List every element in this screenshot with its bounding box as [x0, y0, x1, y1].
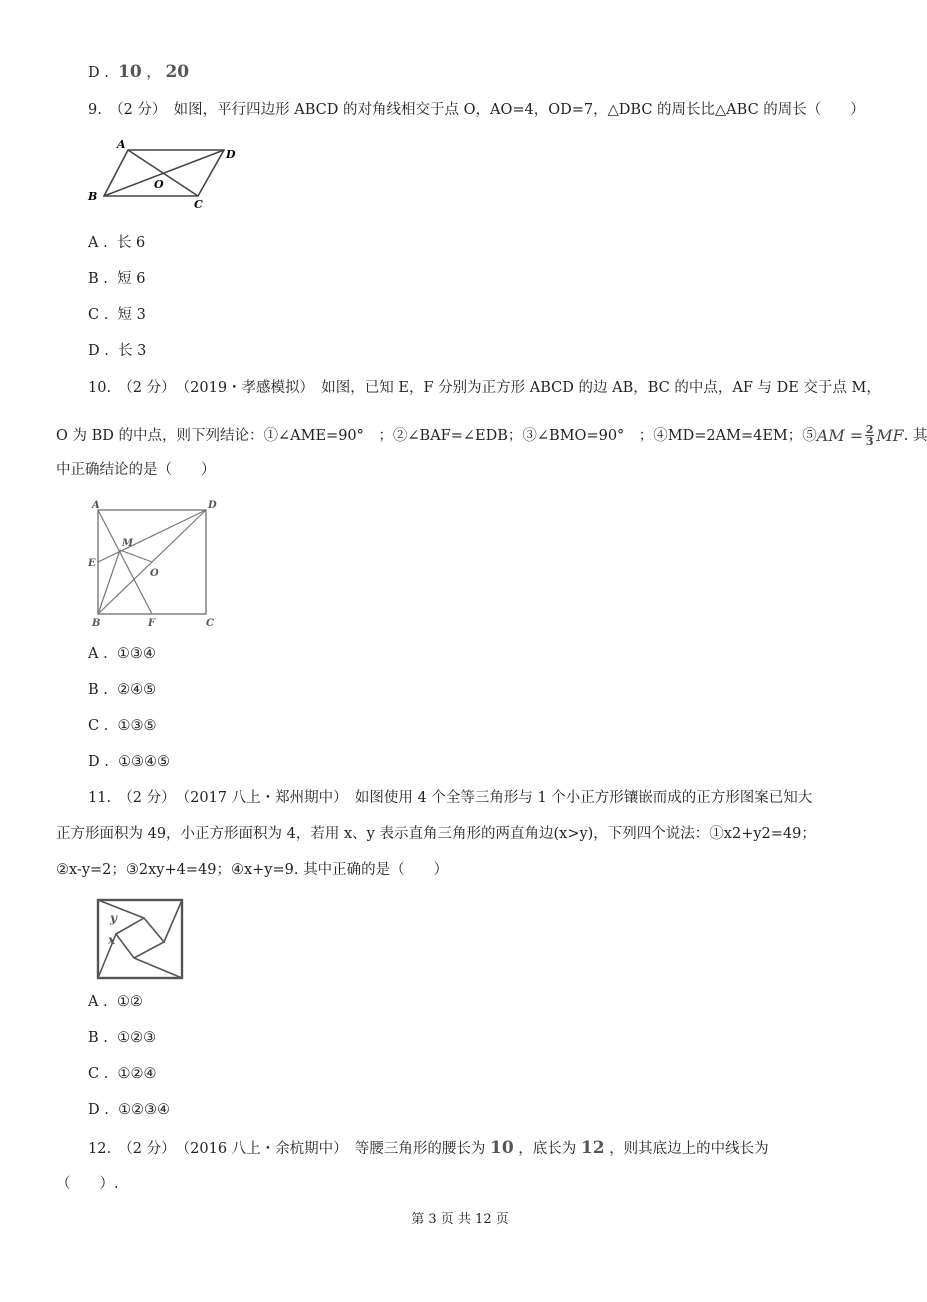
label-e: E — [88, 558, 96, 569]
q10-square-figure — [84, 496, 224, 628]
option-label: B . — [88, 271, 108, 287]
option-text: ①②③④ — [118, 1102, 171, 1118]
label-b: B — [88, 190, 98, 203]
page-footer: 第 3 页 共 12 页 — [411, 1212, 509, 1227]
option-label: B . — [88, 682, 108, 698]
label-m: M — [122, 538, 134, 549]
segment-mo — [120, 550, 152, 562]
q12-text-c: ，则其底边上的中线长为 — [609, 1141, 769, 1157]
label-y: y — [110, 911, 117, 925]
option-text: ①② — [116, 994, 143, 1010]
q12-text-a: 12. （2 分） （2016 八上・余杭期中） 等腰三角形的腰长为 — [88, 1141, 486, 1157]
label-c: C — [194, 198, 203, 211]
formula-fraction — [865, 424, 874, 447]
q11-option-d — [88, 1100, 170, 1120]
q9-stem: 9. （2 分） 如图，平行四边形 ABCD 的对角线相交于点 O，AO=4，OD=7，△DBC 的周长比△ABC 的周长（ ） — [88, 102, 865, 118]
option-label: D . — [88, 65, 109, 81]
option-label: A . — [88, 235, 108, 251]
option-text: 短 6 — [117, 271, 146, 287]
q9-parallelogram-figure — [84, 136, 254, 216]
label-f: F — [148, 618, 156, 629]
q11-stem-line1: 11. （2 分） （2017 八上・郑州期中） 如图使用 4 个全等三角形与 1 个小正方形镶嵌而成的正方形图案已知大 — [88, 790, 813, 806]
formula-denominator: 3 — [865, 435, 874, 448]
triangle-side-2 — [164, 900, 182, 942]
option-text: 长 6 — [116, 235, 146, 251]
q9-option-c — [88, 305, 146, 325]
triangle-side-3 — [134, 958, 182, 978]
label-a: A — [92, 500, 100, 511]
label-d: D — [208, 500, 217, 511]
q10-stem-line1: 10. （2 分） （2019・孝感模拟） 如图，已知 E，F 分别为正方形 ABCD 的边 AB，BC 的中点，AF 与 DE 交于点 M， — [88, 380, 881, 396]
option-text: 短 3 — [117, 307, 146, 323]
value-12: 12 — [580, 1138, 605, 1158]
value-10: 10 — [490, 1138, 514, 1158]
formula-numerator: 2 — [865, 423, 874, 436]
q10-stem-line3: 中正确结论的是（ ） — [56, 462, 216, 478]
option-text: ①②③ — [117, 1030, 157, 1046]
option-text: ①③④ — [116, 646, 156, 662]
option-label: A . — [88, 646, 108, 662]
segment-mb — [98, 550, 120, 614]
label-b: B — [92, 618, 101, 629]
diagonal-bd — [104, 150, 224, 196]
q10-line2-end: . 其 — [903, 427, 927, 444]
label-x: x — [108, 933, 116, 947]
separator: ， — [146, 65, 161, 81]
q10-option-d — [88, 752, 170, 772]
option-text: ①②④ — [117, 1066, 157, 1082]
option-label: D . — [88, 343, 109, 359]
q11-option-b — [88, 1028, 156, 1048]
q12-stem-line1 — [88, 1138, 769, 1159]
segment-af — [98, 510, 152, 614]
label-d: D — [226, 148, 236, 161]
q12-text-b: ，底长为 — [518, 1141, 577, 1157]
value-20: 20 — [165, 62, 190, 82]
option-label: D . — [88, 1102, 109, 1118]
option-label: C . — [88, 718, 109, 734]
q12-stem-line2: （ ）. — [56, 1176, 119, 1192]
q11-tiling-figure — [94, 896, 186, 982]
q10-stem-line2 — [56, 424, 927, 447]
label-o: O — [154, 178, 164, 191]
small-square — [116, 918, 164, 958]
q11-option-a — [88, 992, 143, 1012]
q11-stem-line2: 正方形面积为 49，小正方形面积为 4，若用 x、y 表示直角三角形的两直角边(x>y)，下列四个说法：①x2+y2=49； — [56, 826, 816, 842]
segment-de — [98, 510, 206, 562]
label-a: A — [117, 138, 126, 151]
label-c: C — [206, 618, 214, 629]
option-label: A . — [88, 994, 108, 1010]
option-text: ①③④⑤ — [118, 754, 171, 770]
q10-option-c — [88, 716, 157, 736]
option-label: C . — [88, 1066, 109, 1082]
formula-left: AM = — [816, 425, 864, 445]
label-o: O — [150, 568, 159, 579]
q9-option-d — [88, 341, 146, 361]
q10-formula — [817, 424, 904, 447]
q9-option-a — [88, 233, 145, 253]
q9-option-b — [88, 269, 145, 289]
option-label: C . — [88, 307, 109, 323]
q11-stem-line3: ②x-y=2；③2xy+4=49；④x+y=9. 其中正确的是（ ） — [56, 862, 449, 878]
q10-option-b — [88, 680, 156, 700]
option-text: ②④⑤ — [117, 682, 157, 698]
q10-option-a — [88, 644, 156, 664]
q8-option-d — [88, 62, 189, 83]
q10-conclusions: O 为 BD 的中点，则下列结论：①∠AME=90° ；②∠BAF=∠EDB；③∠BMO=90° ；④MD=2AM=4EM；⑤ — [56, 427, 817, 444]
formula-right: MF — [876, 425, 904, 445]
triangle-side-1 — [98, 900, 144, 918]
option-text: 长 3 — [118, 343, 147, 359]
option-label: B . — [88, 1030, 108, 1046]
q11-option-c — [88, 1064, 157, 1084]
value-10: 10 — [118, 62, 142, 82]
option-text: ①③⑤ — [117, 718, 157, 734]
option-label: D . — [88, 754, 109, 770]
